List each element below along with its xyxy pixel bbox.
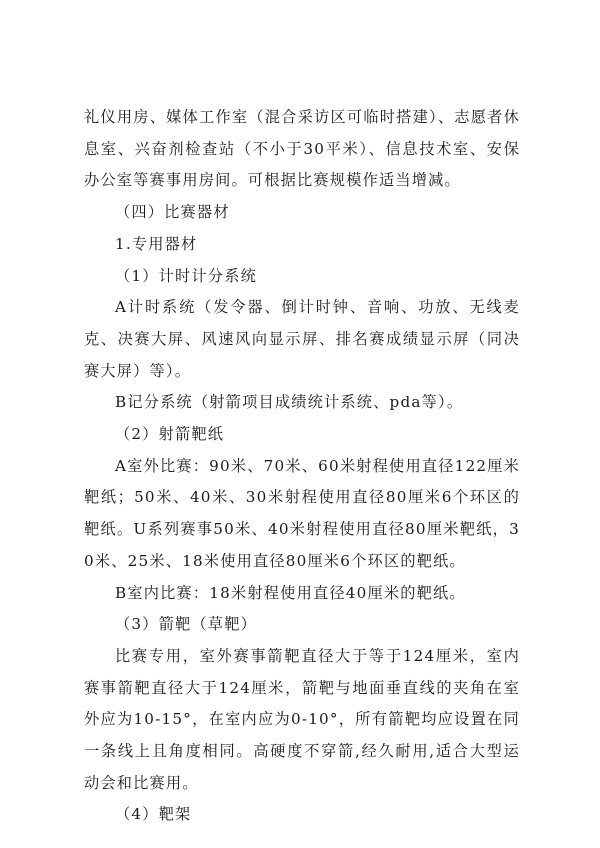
heading-special-equipment: 1.专用器材	[115, 234, 198, 253]
paragraph-scoring-system: B记分系统（射箭项目成绩统计系统、pda等）。	[115, 393, 464, 412]
document-body	[84, 102, 520, 831]
heading-competition-equipment: （四）比赛器材	[115, 203, 230, 222]
heading-target-butts: （3）箭靶（草靶）	[115, 615, 257, 634]
paragraph-target-butts: 比赛专用，室外赛事箭靶直径大于等于124厘米，室内赛事箭靶直径大于124厘米，箭靶与地面垂直线的夹角在室外应为10-15°，在室内应为0-10°，所有箭靶均应设置在同一条线上且角度相同。高硬度不穿箭,经久耐用,适合大型运动会和比赛用。	[84, 646, 520, 792]
paragraph-venue-rooms: 礼仪用房、媒体工作室（混合采访区可临时搭建）、志愿者休息室、兴奋剂检查站（不小于30平米）、信息技术室、安保办公室等赛事用房间。可根据比赛规模作适当增减。	[84, 108, 520, 190]
paragraph-outdoor-target-faces: A室外比赛：90米、70米、60米射程使用直径122厘米靶纸；50米、40米、30米射程使用直径80厘米6个环区的靶纸。U系列赛事50米、40米射程使用直径80厘米靶纸，30米、25米、18米使用直径80厘米6个环区的靶纸。	[84, 456, 520, 570]
heading-timing-scoring-system: （1）计时计分系统	[115, 266, 257, 285]
heading-target-stands: （4）靶架	[115, 805, 192, 824]
heading-target-faces: （2）射箭靶纸	[115, 425, 225, 444]
paragraph-timing-system: A计时系统（发令器、倒计时钟、音响、功放、无线麦克、决赛大屏、风速风向显示屏、排名赛成绩显示屏（同决赛大屏）等）。	[84, 298, 520, 380]
paragraph-indoor-target-faces: B室内比赛：18米射程使用直径40厘米的靶纸。	[115, 583, 466, 602]
